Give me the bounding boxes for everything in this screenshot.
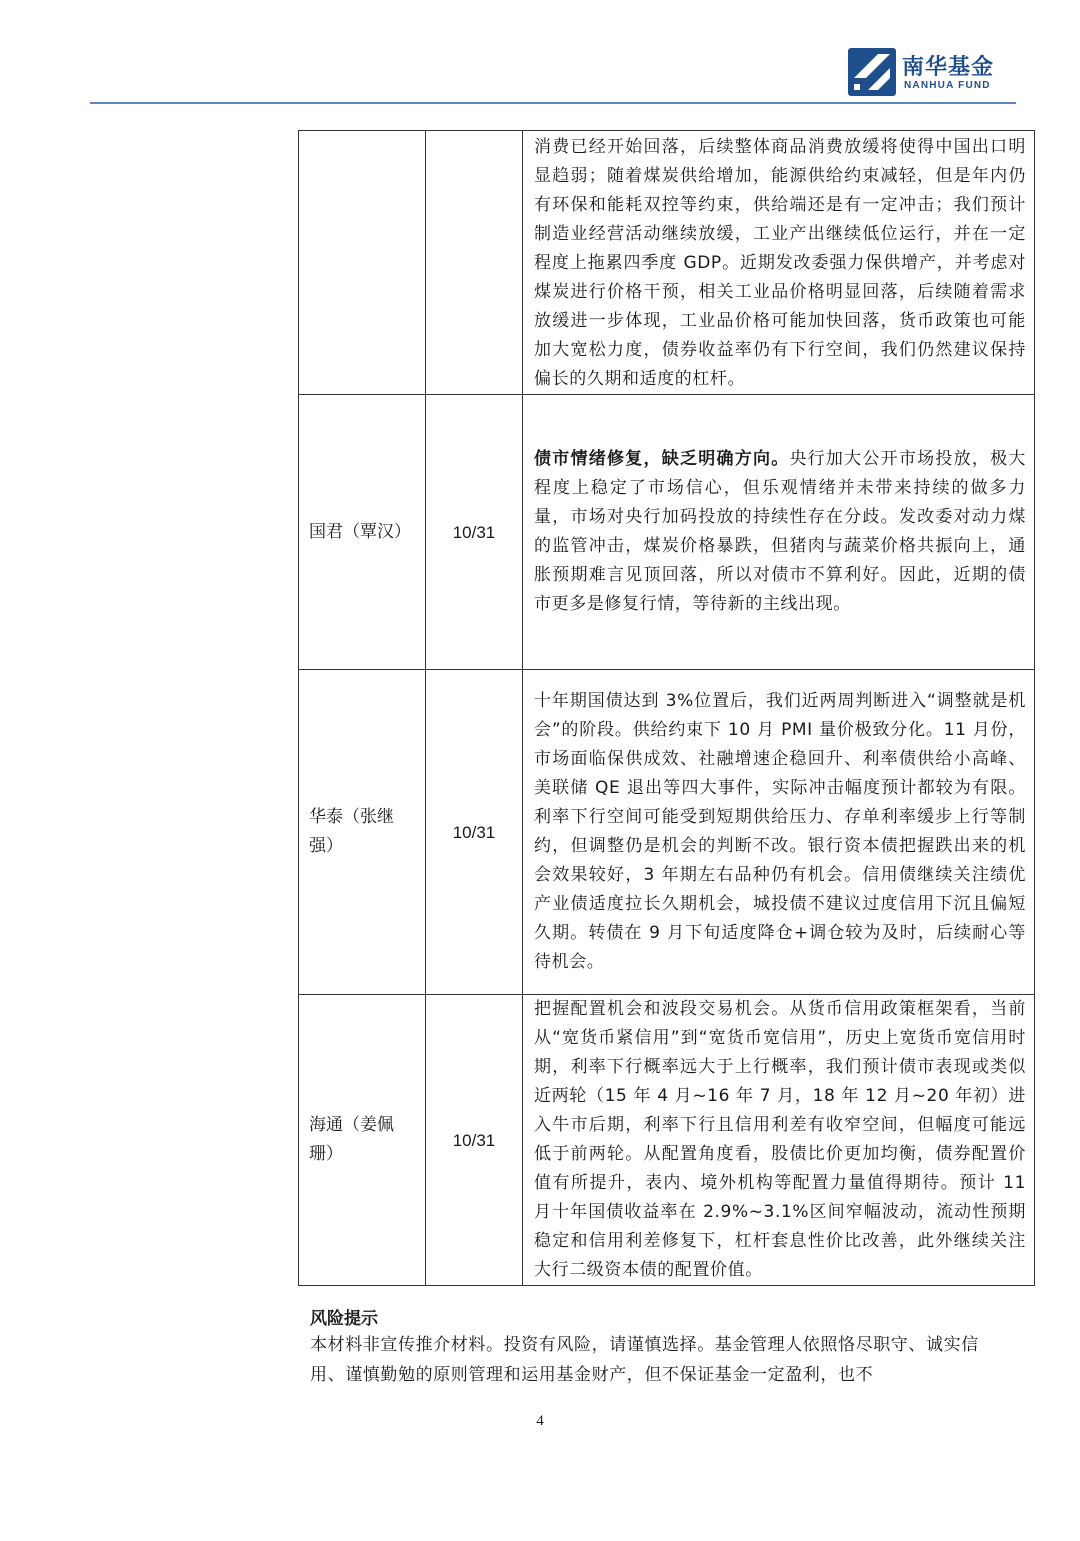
view-cell (523, 995, 1035, 1286)
institution-cell (299, 131, 426, 395)
view-text: 消费已经开始回落，后续整体商品消费放缓将使得中国出口明显趋弱；随着煤炭供给增加，能源供给约束减轻，但是年内仍有环保和能耗双控等约束，供给端还是有一定冲击；我们预计制造业经营活动继续放缓，工业产出继续低位运行，并在一定程度上拖累四季度 GDP。近期发改委强力保供增产，并考虑对煤炭进行价格干预，相关工业品价格明显回落，后续随着需求放缓进一步体现，工业品价格可能加快回落，货币政策也可能加大宽松力度，债券收益率仍有下行空间，我们仍然建议保持偏长的久期和适度的杠杆。 (534, 137, 1026, 389)
view-lead: 债市情绪修复，缺乏明确方向。 (534, 449, 790, 469)
view-cell (523, 670, 1035, 995)
table-row (299, 995, 1035, 1286)
brand-logo (848, 48, 1028, 98)
view-cell (523, 395, 1035, 670)
date-cell (426, 131, 523, 395)
view-text: 十年期国债达到 3%位置后，我们近两周判断进入“调整就是机会”的阶段。供给约束下 10 月 PMI 量价极致分化。11 月份，市场面临保供成效、社融增速企稳回升、利率债供给小高峰、美联储 QE 退出等四大事件，实际冲击幅度预计都较为有限。利率下行空间可能受到短期供给压力、存单利率缓步上行等制约，但调整仍是机会的判断不改。银行资本债把握跌出来的机会效果较好，3 年期左右品种仍有机会。信用债继续关注绩优产业债适度拉长久期机会，城投债不建议过度信用下沉且偏短久期。转债在 9 月下旬适度降仓+调仓较为及时，后续耐心等待机会。 (534, 691, 1026, 972)
institution-cell: 国君（覃汉） (299, 395, 426, 670)
view-text: 把握配置机会和波段交易机会。从货币信用政策框架看，当前从“宽货币紧信用”到“宽货币宽信用”，历史上宽货币宽信用时期，利率下行概率远大于上行概率，我们预计债市表现或类似近两轮（15 年 4 月~16 年 7 月，18 年 12 月~20 年初）进入牛市后期，利率下行且信用利差有收窄空间，但幅度可能远低于前两轮。从配置角度看，股债比价更加均衡，债券配置价值有所提升，表内、境外机构等配置力量值得期待。预计 11 月十年国债收益率在 2.9%~3.1%区间窄幅波动，流动性预期稳定和信用利差修复下，杠杆套息性价比改善，此外继续关注大行二级资本债的配置价值。 (534, 999, 1026, 1280)
brand-name-cn: 南华基金 (902, 55, 995, 80)
page-header (0, 0, 1080, 110)
table-row (299, 670, 1035, 995)
date-cell: 10/31 (426, 395, 523, 670)
brand-name-en: NANHUA FUND (904, 80, 991, 91)
risk-warning-text: 本材料非宣传推介材料。投资有风险，请谨慎选择。基金管理人依照恪尽职守、诚实信用、谨慎勤勉的原则管理和运用基金财产，但不保证基金一定盈利，也不 (310, 1335, 979, 1385)
institution-views-table (298, 130, 1035, 1286)
table-row (299, 131, 1035, 395)
institution-cell: 华泰（张继强） (299, 670, 426, 995)
page-number: 4 (536, 1413, 544, 1429)
date-cell: 10/31 (426, 995, 523, 1286)
nanhua-logo-icon (848, 48, 896, 96)
institution-cell: 海通（姜佩珊） (299, 995, 426, 1286)
date-cell: 10/31 (426, 670, 523, 995)
risk-warning-title: 风险提示 (310, 1309, 378, 1329)
view-cell (523, 131, 1035, 395)
table-row (299, 395, 1035, 670)
view-text: 央行加大公开市场投放，极大程度上稳定了市场信心，但乐观情绪并未带来持续的做多力量，市场对央行加码投放的持续性存在分歧。发改委对动力煤的监管冲击，煤炭价格暴跌，但猪肉与蔬菜价格共振向上，通胀预期难言见顶回落，所以对债市不算利好。因此，近期的债市更多是修复行情，等待新的主线出现。 (534, 449, 1026, 614)
header-divider (90, 102, 1016, 104)
